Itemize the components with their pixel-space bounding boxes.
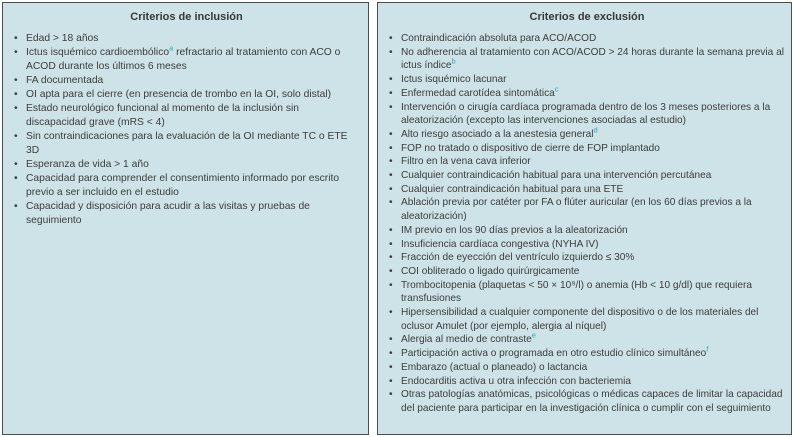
criteria-text: Hipersensibilidad a cualquier componente del dispositivo o de los materiales del oclusor Amulet (por ejemplo, alergia al níquel) (401, 307, 759, 332)
criteria-text: Participación activa o programada en otro estudio clínico simultáneo (401, 348, 707, 360)
bullet-icon: • (14, 33, 18, 44)
criteria-item (388, 361, 786, 375)
bullet-icon: • (389, 389, 393, 401)
bullet-icon: • (389, 156, 393, 168)
bullet-icon: • (14, 173, 18, 184)
bullet-icon: • (389, 334, 393, 346)
inclusion-criteria-title: Criterios de inclusión (130, 11, 243, 23)
criteria-text: Edad > 18 años (26, 33, 99, 44)
criteria-text: Esperanza de vida > 1 año (26, 159, 149, 170)
criteria-item (388, 238, 786, 252)
bullet-icon: • (389, 87, 393, 99)
bullet-icon: • (14, 89, 18, 100)
bullet-icon: • (389, 279, 393, 291)
criteria-text: Otras patologías anatómicas, psicológicas o médicas capaces de limitar la capacidad del paciente para participar en la investigación clínica o cumplir con el seguimiento (401, 389, 783, 414)
bullet-icon: • (389, 128, 393, 140)
criteria-item (388, 333, 786, 347)
bullet-icon: • (389, 224, 393, 236)
bullet-icon: • (389, 33, 393, 44)
criteria-item (13, 158, 360, 172)
criteria-text: Ictus isquémico lacunar (401, 74, 507, 86)
bullet-icon: • (389, 348, 393, 360)
bullet-icon: • (389, 197, 393, 209)
criteria-item (388, 32, 786, 46)
inclusion-criteria-panel (2, 2, 369, 435)
criteria-item (13, 130, 360, 158)
criteria-text: Ictus isquémico cardioembólico (26, 47, 170, 58)
criteria-item (13, 172, 360, 200)
criteria-text: Sin contraindicaciones para la evaluación de la OI mediante TC o ETE 3D (26, 131, 348, 156)
footnote-marker: c (554, 84, 559, 94)
criteria-text: Embarazo (actual o planeado) o lactancia (401, 361, 588, 373)
criteria-item (13, 43, 360, 74)
criteria-text: Endocarditis activa u otra infección con bacteriemia (401, 375, 632, 387)
bullet-icon: • (14, 75, 18, 86)
criteria-text: Alergia al medio de contraste (401, 334, 532, 346)
criteria-text: IM previo en los 90 días previos a la aleatorización (401, 224, 628, 236)
criteria-item (388, 169, 786, 183)
criteria-text: refractario al tratamiento con ACO o ACOD durante los últimos 6 meses (26, 47, 341, 72)
criteria-item (388, 196, 786, 223)
criteria-item (388, 224, 786, 238)
footnote-marker: f (706, 344, 709, 354)
criteria-text: Alto riesgo asociado a la anestesia general (401, 128, 594, 140)
criteria-text: Cualquier contraindicación habitual para una ETE (401, 183, 624, 195)
criteria-text: Filtro en la vena cava inferior (401, 156, 531, 168)
inclusion-criteria-list (13, 32, 360, 228)
exclusion-criteria-title: Criterios de exclusión (529, 11, 645, 23)
criteria-item (13, 102, 360, 130)
exclusion-criteria-panel (377, 2, 792, 435)
criteria-text: No adherencia al tratamiento con ACO/ACOD > 24 horas durante la semana previa al ictus índice (401, 46, 784, 72)
criteria-text: Fracción de eyección del ventrículo izquierdo ≤ 30% (401, 252, 635, 264)
bullet-icon: • (389, 375, 393, 387)
criteria-text: Capacidad y disposición para acudir a las visitas y pruebas de seguimiento (26, 201, 310, 226)
bullet-icon: • (389, 101, 393, 113)
bullet-icon: • (389, 361, 393, 373)
criteria-item (388, 375, 786, 389)
criteria-text: COI obliterado o ligado quirúrgicamente (401, 265, 580, 277)
criteria-item (13, 74, 360, 88)
criteria-text: Enfermedad carotídea sintomática (401, 87, 555, 99)
criteria-item (388, 155, 786, 169)
criteria-text: Insuficiencia cardíaca congestiva (NYHA IV) (401, 238, 599, 250)
criteria-item (13, 88, 360, 102)
criteria-item (388, 183, 786, 197)
criteria-text: FOP no tratado o dispositivo de cierre de FOP implantado (401, 142, 660, 154)
bullet-icon: • (389, 307, 393, 319)
criteria-item (388, 388, 786, 415)
criteria-text: Contraindicación absoluta para ACO/ACOD (401, 33, 597, 44)
criteria-text: Ablación previa por catéter por FA o flúter auricular (en los 60 días previos a la aleatorización) (401, 197, 752, 223)
bullet-icon: • (389, 170, 393, 182)
criteria-item (388, 306, 786, 333)
bullet-icon: • (389, 74, 393, 86)
criteria-item (13, 32, 360, 46)
criteria-text: OI apta para el cierre (en presencia de trombo en la OI, solo distal) (26, 89, 332, 100)
criteria-item (388, 344, 786, 361)
bullet-icon: • (389, 46, 393, 58)
bullet-icon: • (14, 159, 18, 170)
footnote-marker: b (451, 57, 456, 67)
criteria-text: Cualquier contraindicación habitual para una intervención percutánea (401, 170, 712, 182)
criteria-text: Capacidad para comprender el consentimiento informado por escrito previo a ser incluido en el estudio (26, 173, 340, 198)
criteria-item (388, 84, 786, 101)
bullet-icon: • (14, 103, 18, 114)
criteria-item (388, 46, 786, 73)
criteria-item (388, 265, 786, 279)
criteria-item (388, 279, 786, 306)
bullet-icon: • (14, 131, 18, 142)
bullet-icon: • (389, 238, 393, 250)
bullet-icon: • (389, 265, 393, 277)
footnote-marker: e (531, 331, 536, 341)
footnote-marker: a (169, 43, 174, 53)
criteria-item (388, 125, 786, 142)
criteria-item (13, 200, 360, 228)
footnote-marker: d (593, 125, 598, 135)
bullet-icon: • (389, 183, 393, 195)
criteria-text: Intervención o cirugía cardíaca programada dentro de los 3 meses posteriores a la aleatorización (excepto las intervenciones asociadas al estudio) (401, 101, 771, 127)
criteria-item (388, 251, 786, 265)
criteria-text: Estado neurológico funcional al momento de la inclusión sin discapacidad grave (mRS < 4) (26, 103, 300, 128)
bullet-icon: • (389, 252, 393, 264)
criteria-item (388, 101, 786, 128)
bullet-icon: • (389, 142, 393, 154)
criteria-item (388, 73, 786, 87)
criteria-text: Trombocitopenia (plaquetas < 50 × 10⁹/l) o anemia (Hb < 10 g/dl) que requiera transfusiones (401, 279, 752, 305)
criteria-item (388, 142, 786, 156)
exclusion-criteria-list (388, 32, 786, 416)
bullet-icon: • (14, 201, 18, 212)
bullet-icon: • (14, 47, 18, 58)
criteria-text: FA documentada (26, 75, 104, 86)
